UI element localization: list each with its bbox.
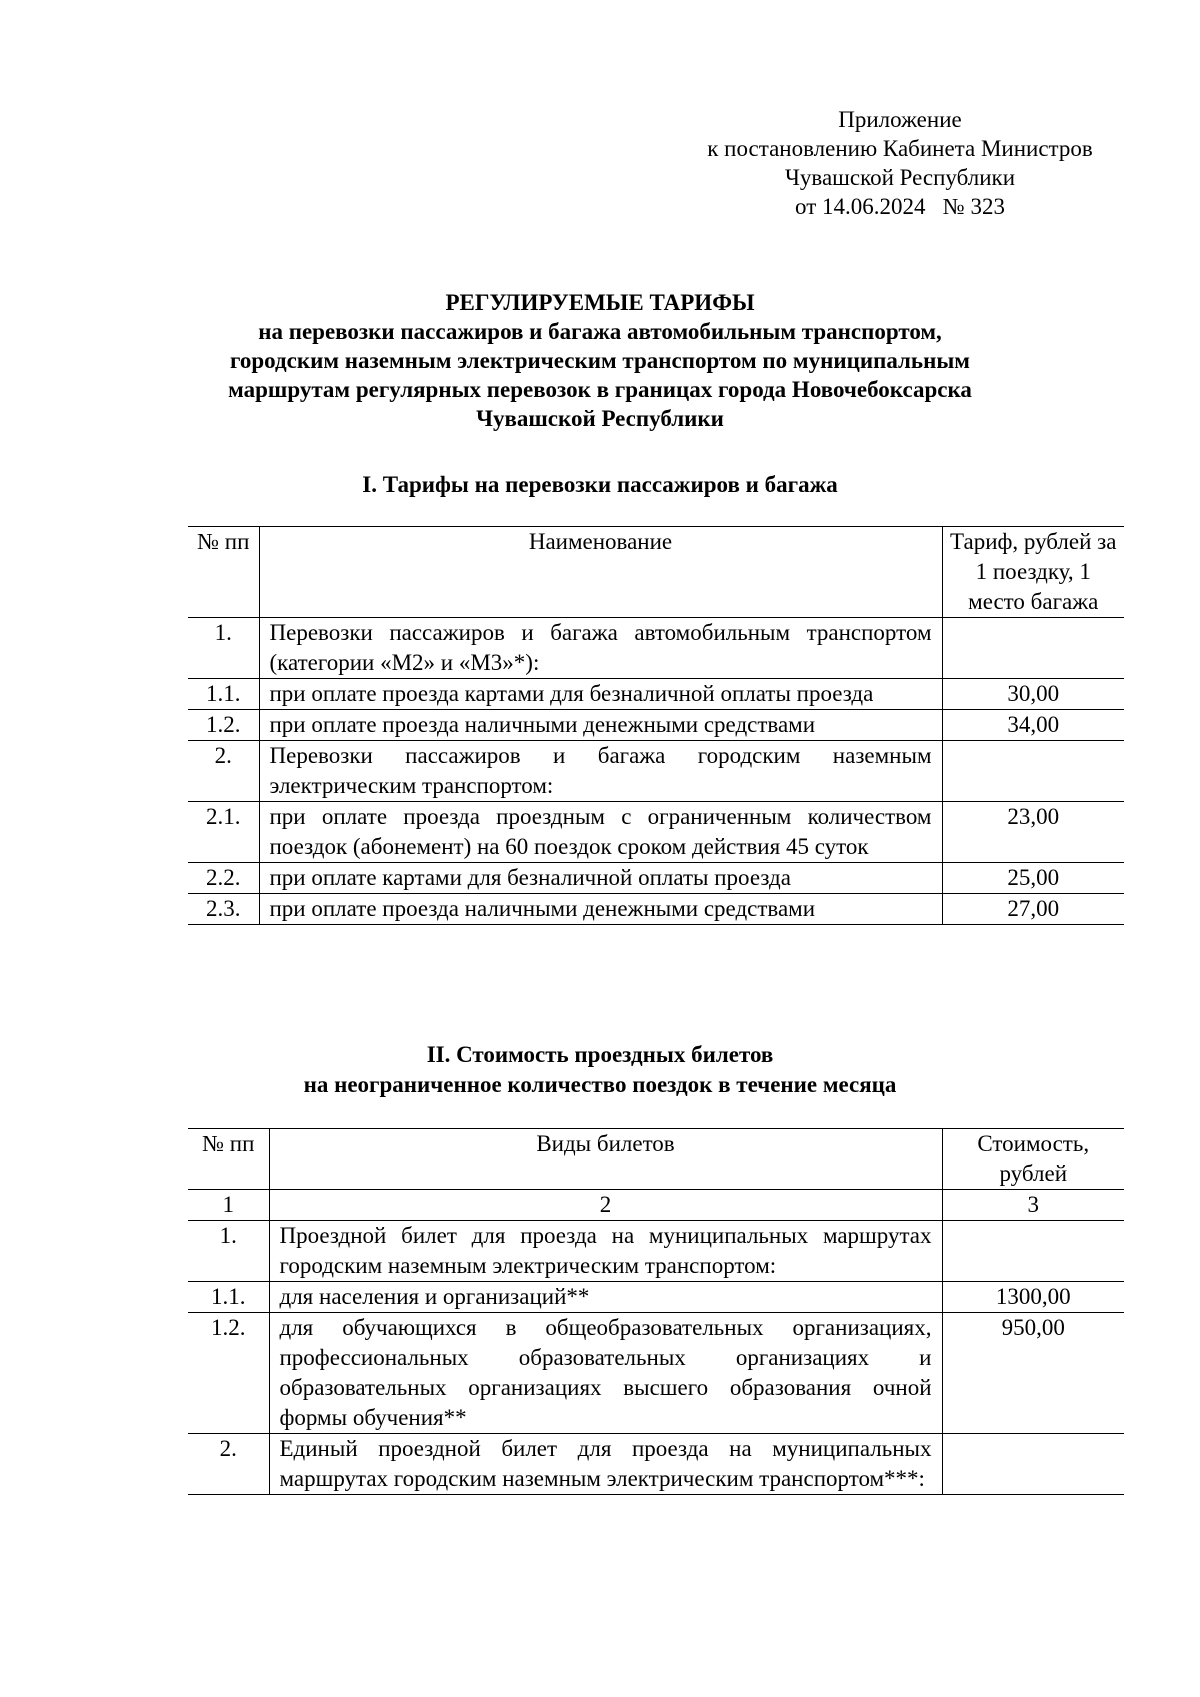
table-row [188,1221,1124,1282]
row-name: при оплате проезда наличными денежными средствами [259,894,942,925]
row-num: 2.1. [188,802,259,863]
table-row [188,741,1124,802]
row-num: 1.1. [188,1282,269,1313]
row-name: при оплате проезда проездным с ограниченным количеством поездок (абонемент) на 60 поездок сроком действия 45 суток [259,802,942,863]
row-value: 23,00 [942,802,1124,863]
table-row [188,710,1124,741]
title-line: маршрутам регулярных перевозок в границах города Новочебоксарска [228,377,972,402]
section2-heading-line: на неограниченное количество поездок в течение месяца [303,1072,897,1097]
column-numbers-row [188,1190,1124,1221]
row-value: 1300,00 [942,1282,1124,1313]
row-name: для обучающихся в общеобразовательных организациях, профессиональных образовательных организациях и образовательных организациях высшего образования очной формы обучения** [269,1313,942,1434]
row-num: 2. [188,741,259,802]
column-number: 1 [188,1190,269,1221]
title-line: городским наземным электрическим транспортом по муниципальным [230,348,970,373]
row-value: 950,00 [942,1313,1124,1434]
row-name: Перевозки пассажиров и багажа автомобильным транспортом (категории «М2» и «М3»*): [259,618,942,679]
appendix-line: от 14.06.2024 № 323 [795,194,1005,219]
header-name: Наименование [259,527,942,618]
section1-heading-line: I. Тарифы на перевозки пассажиров и багажа [362,472,838,497]
section1-heading [100,470,1100,500]
appendix-line: Чувашской Республики [784,165,1016,190]
row-value [942,1221,1124,1282]
row-num: 1.1. [188,679,259,710]
table-row [188,894,1124,925]
row-name: при оплате проезда картами для безналичной оплаты проезда [259,679,942,710]
table-row [188,1434,1124,1495]
header-num: № пп [188,1129,269,1190]
tariffs-table [188,526,1124,925]
title-line: Чувашской Республики [476,406,724,431]
appendix-line: к постановлению Кабинета Министров [707,136,1093,161]
table-row [188,1282,1124,1313]
row-value [942,1434,1124,1495]
table-row [188,863,1124,894]
document-title [100,288,1100,433]
row-value: 30,00 [942,679,1124,710]
column-number: 2 [269,1190,942,1221]
row-num: 1.2. [188,1313,269,1434]
table-header-row [188,527,1124,618]
row-num: 1. [188,1221,269,1282]
section2-heading [100,1040,1100,1100]
row-value: 27,00 [942,894,1124,925]
row-value [942,618,1124,679]
row-name: для населения и организаций** [269,1282,942,1313]
title-line: РЕГУЛИРУЕМЫЕ ТАРИФЫ [445,290,755,315]
table-row [188,618,1124,679]
table-header-row [188,1129,1124,1190]
row-num: 2. [188,1434,269,1495]
table-row [188,679,1124,710]
row-num: 2.3. [188,894,259,925]
row-num: 2.2. [188,863,259,894]
row-name: Единый проездной билет для проезда на муниципальных маршрутах городским наземным электрическим транспортом***: [269,1434,942,1495]
header-num: № пп [188,527,259,618]
section2-heading-line: II. Стоимость проездных билетов [426,1042,774,1067]
header-name: Виды билетов [269,1129,942,1190]
title-line: на перевозки пассажиров и багажа автомобильным транспортом, [258,319,942,344]
column-number: 3 [942,1190,1124,1221]
row-name: при оплате проезда наличными денежными средствами [259,710,942,741]
row-name: при оплате картами для безналичной оплаты проезда [259,863,942,894]
header-value: Тариф, рублей за 1 поездку, 1 место багажа [942,527,1124,618]
appendix-block [650,105,1150,221]
appendix-line: Приложение [838,107,962,132]
row-name: Проездной билет для проезда на муниципальных маршрутах городским наземным электрическим транспортом: [269,1221,942,1282]
table-row [188,1313,1124,1434]
row-value: 25,00 [942,863,1124,894]
row-name: Перевозки пассажиров и багажа городским наземным электрическим транспортом: [259,741,942,802]
header-value: Стоимость, рублей [942,1129,1124,1190]
table-row [188,802,1124,863]
row-value: 34,00 [942,710,1124,741]
tickets-table [188,1128,1124,1495]
row-num: 1.2. [188,710,259,741]
row-value [942,741,1124,802]
row-num: 1. [188,618,259,679]
